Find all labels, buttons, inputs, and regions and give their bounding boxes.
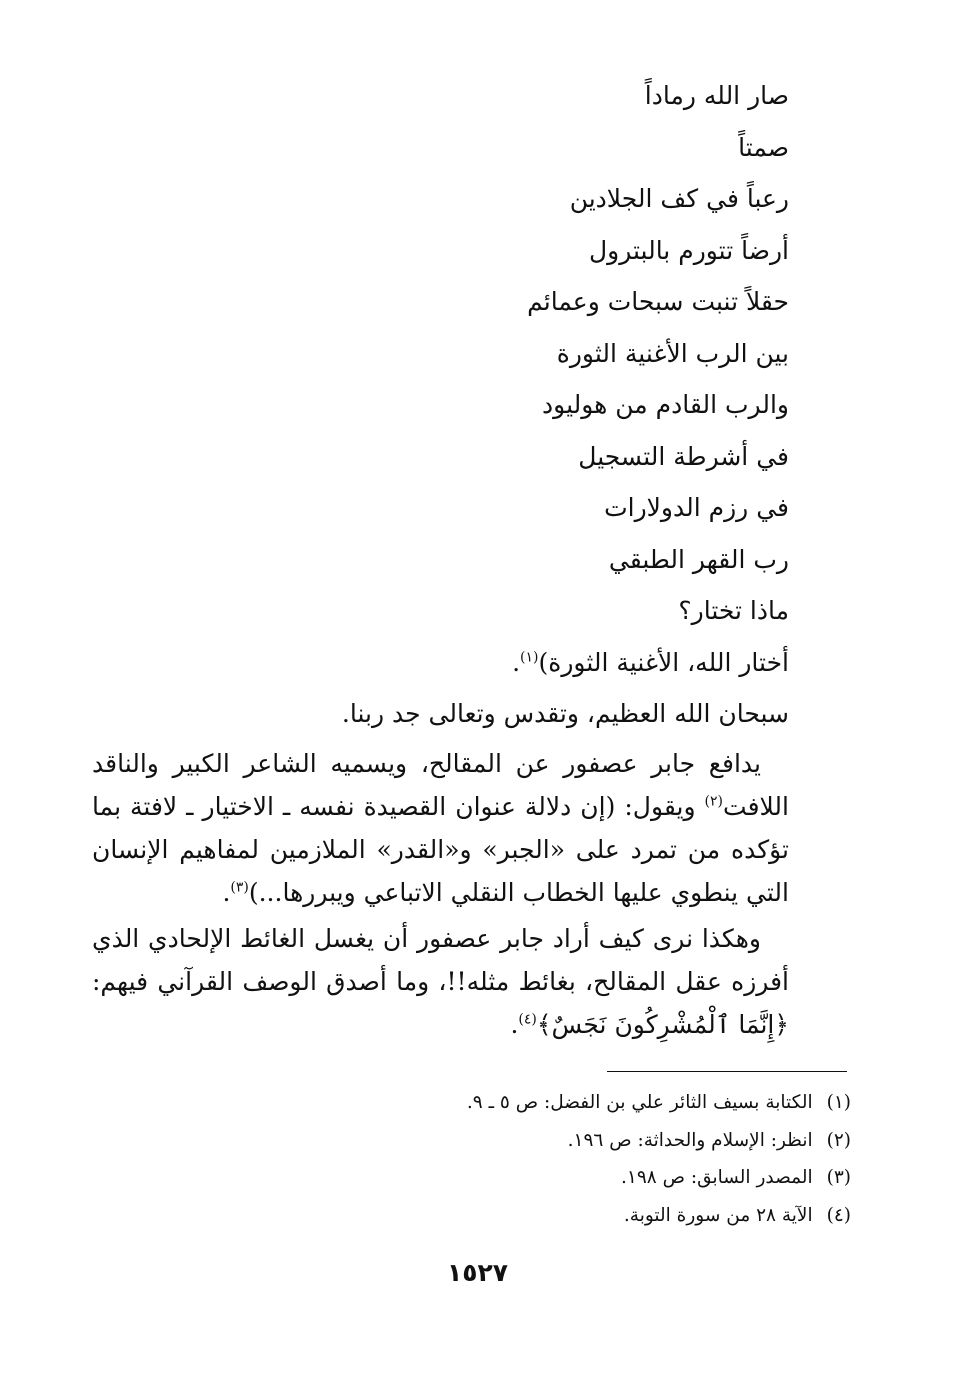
poem-line-text: أرضاً تتورم بالبترول — [588, 235, 789, 265]
poem-line — [269, 276, 789, 328]
paragraph-text: وهكذا نرى كيف أراد جابر عصفور أن يغسل الغائط الإلحادي الذي أفرزه عقل المقالح، بغائط مثله!!، وما أصدق الوصف القرآني فيهم: ﴿إِنَّمَا ٱلْمُشْرِكُونَ نَجَسٌ﴾ — [92, 924, 789, 1039]
poem-line-text: ماذا تختار؟ — [678, 596, 789, 625]
footnote-separator — [607, 1071, 847, 1072]
punctuation: . — [512, 647, 521, 677]
poem-line — [269, 225, 789, 277]
poem-line — [269, 688, 789, 740]
poem-line — [269, 637, 789, 689]
footnote — [151, 1122, 851, 1160]
punctuation: . — [222, 878, 231, 907]
poem-line — [269, 70, 789, 122]
poem-line-text: حقلاً تنبت سبحات وعمائم — [527, 287, 789, 316]
poem-line-text: بين الرب الأغنية الثورة — [556, 338, 789, 368]
footnote-text: المصدر السابق: ص ١٩٨. — [621, 1167, 813, 1188]
poem-line — [269, 122, 789, 174]
poem-line-text: رعباً في كف الجلادين — [569, 184, 789, 213]
poem-line — [269, 431, 789, 483]
footnote-text: الآية ٢٨ من سورة التوبة. — [623, 1204, 813, 1226]
poem-line — [269, 173, 789, 225]
footnotes — [151, 1084, 851, 1234]
poem-line-text: في أشرطة التسجيل — [578, 441, 789, 471]
poem-line — [269, 328, 789, 380]
poem-line-text: أختار الله، الأغنية الثورة) — [538, 647, 789, 677]
poem-line — [269, 534, 789, 586]
poem-line-text: سبحان الله العظيم، وتقدس وتعالى جد ربنا. — [341, 699, 789, 728]
poem-line — [269, 379, 789, 431]
poem-line — [269, 482, 789, 534]
footnote-number: (١) — [826, 1092, 851, 1113]
footnote-ref: (٤) — [518, 1011, 537, 1028]
poem-line-text: في رزم الدولارات — [604, 493, 789, 522]
poem-line — [269, 585, 789, 637]
footnote-ref: (٣) — [230, 879, 249, 896]
poem-line-text: والرب القادم من هوليود — [542, 390, 789, 419]
footnote-text: انظر: الإسلام والحداثة: ص ١٩٦. — [567, 1129, 813, 1151]
paragraph-text: ويقول: (إن دلالة عنوان القصيدة نفسه ـ الاختيار ـ لافتة بما تؤكده من تمرد على «الجبر» و«القدر» الملازمين لمفاهيم الإنسان التي ينطوي عليها الخطاب النقلي الاتباعي ويبررها...) — [92, 792, 789, 907]
paragraph-conclusion — [92, 917, 789, 1046]
page-number: ١٥٢٧ — [446, 1258, 509, 1287]
poem-line-text: صار الله رماداً — [644, 81, 789, 110]
footnote-ref: (٢) — [704, 793, 724, 810]
footnote-ref: (١) — [520, 649, 539, 666]
footnote-text: الكتابة بسيف الثائر علي بن الفضل: ص ٥ ـ ٩. — [466, 1092, 813, 1113]
poem-line-text: رب القهر الطبقي — [608, 544, 789, 574]
footnote-number: (٤) — [826, 1204, 851, 1226]
punctuation: . — [510, 1010, 519, 1039]
poem-line-text: صمتاً — [738, 132, 789, 162]
footnote-number: (٢) — [826, 1129, 851, 1151]
footnote — [151, 1197, 851, 1235]
footnote — [151, 1084, 851, 1122]
paragraph-text: يدافع جابر عصفور عن المقالح، ويسميه الشاعر الكبير والناقد اللافت — [92, 749, 789, 821]
paragraph-asfour-defense — [92, 742, 789, 914]
footnote — [151, 1159, 851, 1197]
poem — [269, 70, 789, 740]
footnote-number: (٣) — [826, 1167, 851, 1188]
